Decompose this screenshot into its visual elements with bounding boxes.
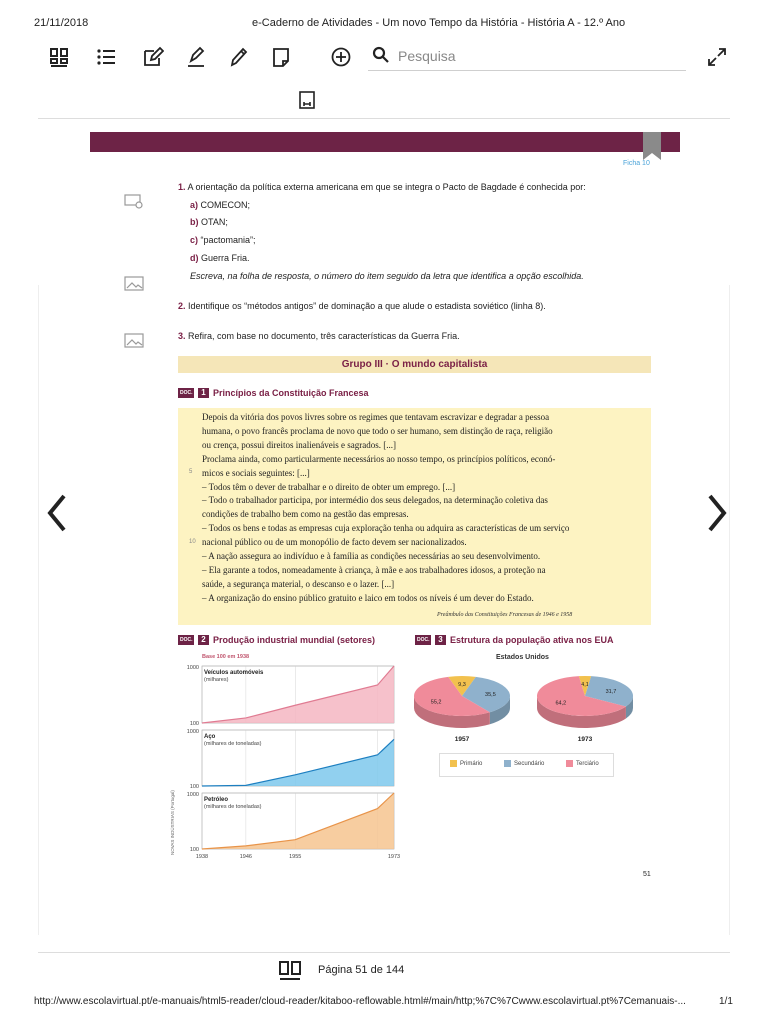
- expand-icon: [706, 46, 728, 68]
- highlighter-icon: [185, 46, 207, 68]
- pie-data-label: 55,2: [430, 699, 442, 706]
- left-panel-edge: [38, 285, 39, 935]
- instruction: Escreva, na folha de resposta, o número do item seguido da letra que identifica a opção escolhida.: [190, 271, 584, 281]
- page-bookmark-icon: [296, 89, 318, 111]
- x-tick-label: 1955: [289, 854, 302, 860]
- series-unit: (milhares): [204, 677, 229, 683]
- credit: NOVAS INDÚSTRIAS (Portugal): [170, 790, 175, 855]
- x-tick-label: 1938: [195, 854, 209, 860]
- edit-note-icon: [142, 46, 164, 68]
- toolbar-divider: [38, 118, 730, 119]
- thumbnails-button[interactable]: [46, 44, 72, 70]
- ficha-label: Ficha 10: [623, 160, 650, 167]
- line-marker: 10: [189, 539, 196, 545]
- y-tick-label: 1000: [186, 665, 199, 671]
- y-tick-label: 100: [189, 847, 199, 853]
- y-tick-label: 100: [189, 784, 199, 790]
- doc1-text-line: micos e sociais seguintes: [...]: [202, 467, 310, 478]
- pie-data-label: 4,1: [581, 682, 589, 688]
- page-header-band: [90, 132, 680, 152]
- option-a: a) COMECON;: [190, 200, 251, 210]
- search-box[interactable]: [368, 42, 686, 71]
- pie-data-label: 9,3: [458, 682, 466, 688]
- legend-primary: Primário: [450, 760, 482, 767]
- plus-circle-icon: [330, 46, 352, 68]
- right-panel-edge: [729, 285, 730, 935]
- chevron-left-icon: [42, 490, 72, 536]
- doc1-text-line: Depois da vitória dos povos livres sobre os regimes que tentavam escravizar e degradar a pessoa: [202, 412, 550, 422]
- doc1-text-line: humana, o povo francês proclama de novo que todo o ser humano, sem distinção de raça, religião: [202, 425, 553, 436]
- sticky-note-icon: [270, 46, 292, 68]
- chart-base-label: Base 100 em 1938: [202, 654, 250, 660]
- question-3: 3. Refira, com base no documento, três características da Guerra Fria.: [178, 331, 460, 341]
- page-url: http://www.escolavirtual.pt/e-manuais/html5-reader/cloud-reader/kitaboo-reflowable.html#/main/http;%7C%7Cwww.escolavirtual.pt%7Cemanuais-...: [34, 996, 686, 1007]
- two-pages-icon: [278, 960, 302, 982]
- doc1-text-line: condições de trabalho bem como na gestão das empresas.: [202, 509, 409, 520]
- print-page-count: 1/1: [719, 996, 733, 1007]
- series-unit: (milhares de toneladas): [204, 804, 262, 810]
- next-page-button[interactable]: [702, 490, 732, 536]
- doc1-label: DOC. 1 Princípios da Constituição Francesa: [180, 388, 369, 398]
- pen-icon: [227, 46, 249, 68]
- doc1-text-line: – A organização do ensino público gratuito e laico em todos os níveis é um dever do Estado.: [202, 592, 534, 603]
- y-tick-label: 1000: [186, 792, 199, 798]
- y-tick-label: 100: [189, 721, 199, 727]
- printed-page-number: 51: [643, 871, 651, 878]
- x-tick-label: 1973: [387, 854, 400, 860]
- doc3-label: DOC. 3 Estrutura da população ativa nos EUA: [417, 635, 614, 645]
- doc1-source: Preâmbulo das Constituições Francesas de 1946 e 1958: [437, 612, 573, 618]
- print-date: 21/11/2018: [34, 17, 89, 29]
- pie-year-label: 1973: [577, 736, 593, 743]
- chevron-right-icon: [702, 490, 732, 536]
- option-b: b) OTAN;: [190, 217, 228, 227]
- doc1-text-line: – A nação assegura ao indivíduo e à família as condições necessárias ao seu desenvolvimento.: [202, 551, 541, 561]
- doc1-text-line: ou crença, possui direitos inalienáveis e sagrados. [...]: [202, 439, 396, 450]
- doc1-text-line: – Todos têm o dever de trabalhar e o direito de obter um emprego. [...]: [202, 481, 456, 492]
- fullscreen-button[interactable]: [704, 44, 730, 70]
- table-of-contents-button[interactable]: [93, 44, 119, 70]
- legend-tertiary: Terciário: [566, 760, 599, 767]
- pie-chart-title: Estados Unidos: [496, 654, 549, 661]
- add-button[interactable]: [328, 44, 354, 70]
- population-pie-charts: [405, 668, 645, 748]
- pie-data-label: 64,2: [555, 700, 567, 707]
- search-icon: [372, 46, 390, 64]
- doc1-text-line: – Ela garante a todos, nomeadamente à criança, à mãe e aos trabalhadores idosos, a proteção na: [202, 564, 546, 575]
- bookmark-ribbon-icon[interactable]: [643, 132, 661, 160]
- option-d: d) Guerra Fria.: [190, 253, 250, 263]
- search-input[interactable]: [396, 44, 680, 68]
- highlighter-button[interactable]: [183, 44, 209, 70]
- legend-secondary: Secundário: [504, 760, 544, 767]
- page-title: e-Caderno de Atividades - Um novo Tempo da História - História A - 12.º Ano: [252, 17, 626, 29]
- image-icon[interactable]: [124, 333, 144, 349]
- pie-data-label: 35,5: [485, 692, 496, 699]
- x-tick-label: 1946: [239, 854, 253, 860]
- pie-year-label: 1957: [454, 736, 470, 743]
- question-2: 2. Identifique os “métodos antigos” de dominação a que alude o estadista soviético (linha 8).: [178, 301, 546, 311]
- line-marker: 5: [189, 469, 193, 475]
- pie-data-label: 31,7: [605, 688, 617, 695]
- footer-divider: [38, 952, 730, 953]
- doc1-text-line: Proclama ainda, como particularmente necessários ao nosso tempo, os princípios políticos, econó-: [202, 453, 556, 464]
- video-icon[interactable]: [124, 193, 144, 209]
- doc1-text-line: – Todo o trabalhador participa, por intermédio dos seus delegados, na determinação coletiva das: [202, 495, 548, 506]
- page-thumbnails-button[interactable]: [278, 960, 302, 982]
- sticky-note-button[interactable]: [268, 44, 294, 70]
- y-tick-label: 1000: [186, 729, 199, 735]
- previous-page-button[interactable]: [42, 490, 72, 536]
- doc2-label: DOC. 2 Produção industrial mundial (setores): [180, 635, 376, 645]
- doc-tag: DOC.: [180, 390, 193, 396]
- series-name: Aço: [204, 734, 216, 740]
- doc1-text-line: nacional público ou de um monopólio de facto devem ser nacionalizados.: [202, 537, 467, 548]
- series-name: Petróleo: [204, 797, 229, 803]
- question-1: 1. A orientação da política externa americana em que se integra o Pacto de Bagdade é conhecida por:: [178, 182, 586, 192]
- grid-icon: [48, 46, 70, 68]
- pen-button[interactable]: [225, 44, 251, 70]
- doc1-text-line: saúde, a segurança material, o descanso e o lazer. [...]: [202, 578, 395, 589]
- group-title: Grupo III · O mundo capitalista: [178, 356, 651, 373]
- notes-button[interactable]: [140, 44, 166, 70]
- series-name: Veículos automóveis: [204, 670, 264, 676]
- doc1-text-line: – Todos os bens e todas as empresas cuja exploração tenha ou adquira as características de um serviço: [202, 523, 570, 534]
- image-icon[interactable]: [124, 276, 144, 292]
- series-unit: (milhares de toneladas): [204, 741, 262, 747]
- option-c: c) “pactomania”;: [190, 235, 256, 245]
- bookmark-page-button[interactable]: [294, 87, 320, 113]
- industrial-production-chart: [175, 660, 400, 865]
- list-icon: [95, 46, 117, 68]
- page-indicator: Página 51 de 144: [318, 964, 405, 976]
